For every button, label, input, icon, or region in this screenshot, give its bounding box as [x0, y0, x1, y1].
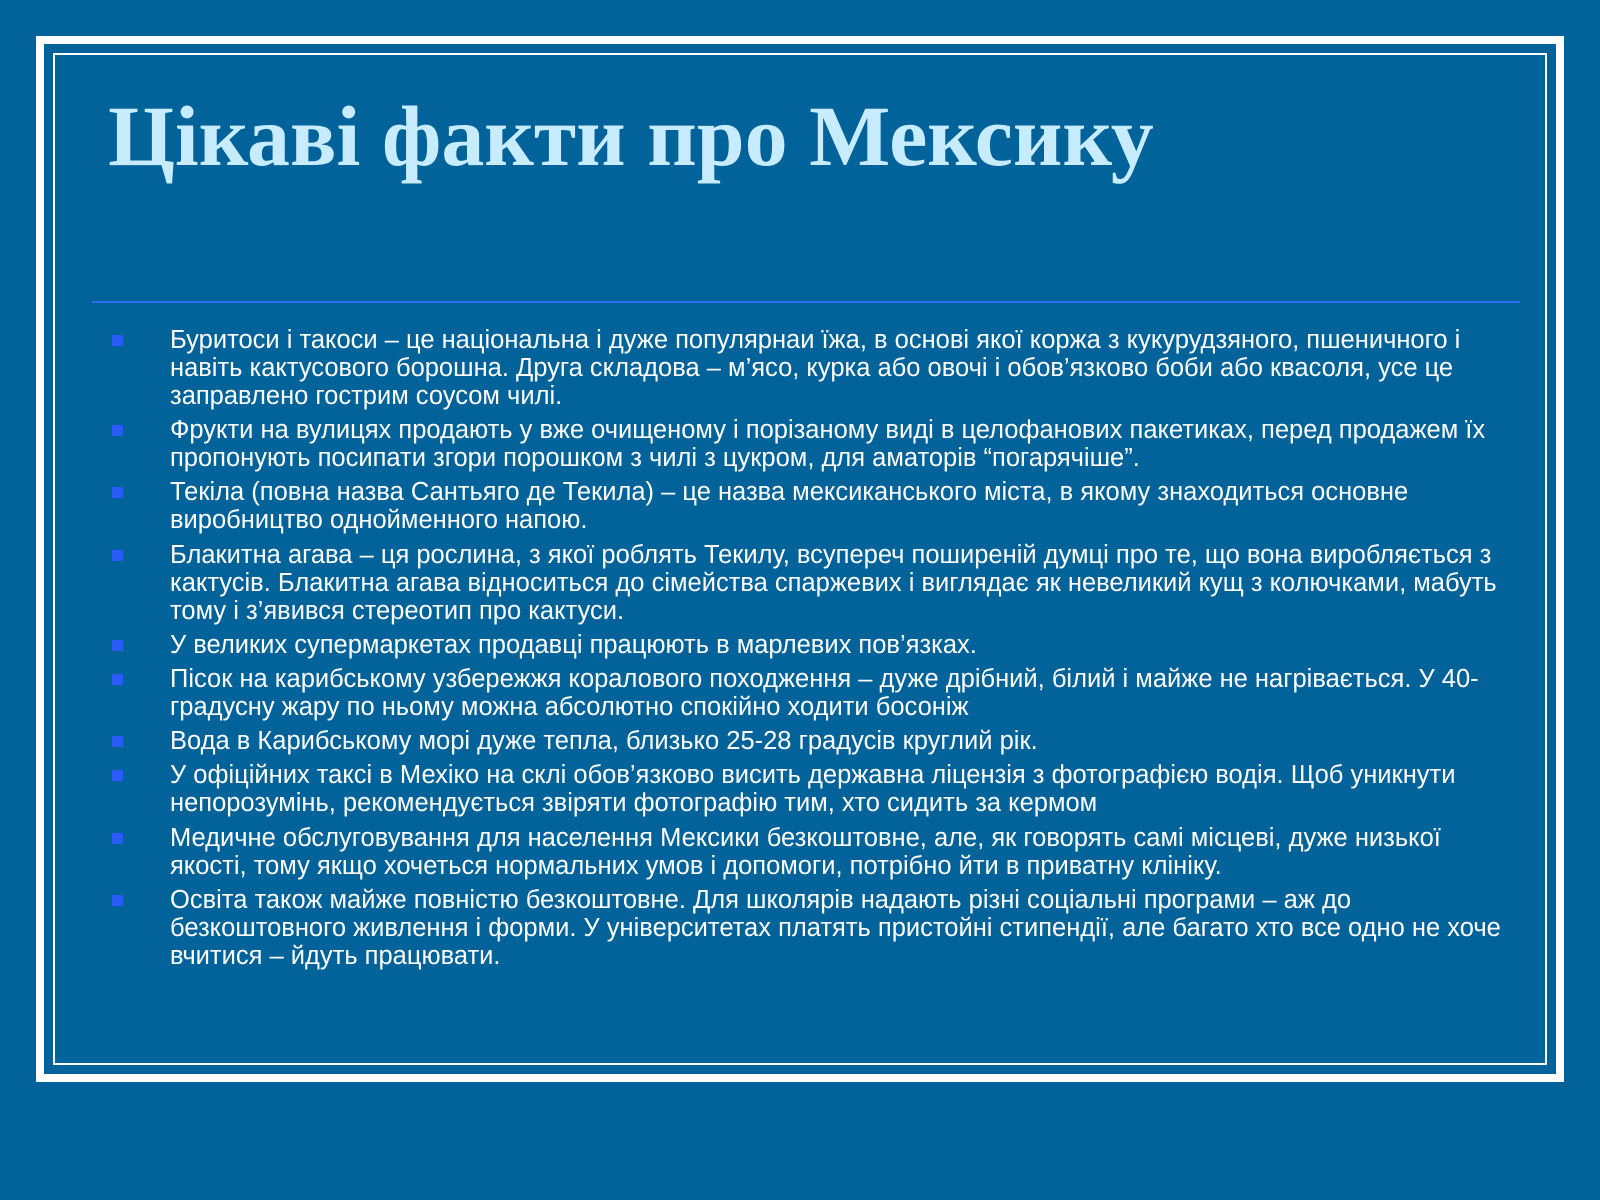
square-bullet-icon	[112, 550, 123, 561]
list-item-text: Буритоси і такоси – це національна і дуже популярнаи їжа, в основі якої коржа з кукурудзяного, пшеничного і навіть кактусового борошна. Друга складова – м’ясо, курка або овочі і обов’язково боби або квасоля, усе це заправлено гострим соусом чилі.	[170, 326, 1461, 410]
title-divider	[92, 301, 1520, 303]
list-item	[110, 541, 1510, 625]
list-item-text: Блакитна агава – ця рослина, з якої роблять Текилу, всупереч поширеній думці про те, що вона виробляється з кактусів. Блакитна агава відноситься до сімейства спаржевих і виглядає як невеликий кущ з колючками, мабуть тому і з’явився стереотип про кактуси.	[170, 540, 1497, 625]
list-item-text: У офіційних таксі в Мехіко на склі обов’язково висить державна ліцензія з фотографією водія. Щоб уникнути непорозумінь, рекомендується звіряти фотографію тим, хто сидить за кермом	[170, 761, 1456, 818]
list-item-text: Медичне обслуговування для населення Мексики безкоштовне, але, як говорять самі місцеві, дуже низької якості, тому якщо хочеться нормальних умов і допомоги, потрібно йти в приватну клініку.	[170, 823, 1441, 880]
list-item-text: Освіта також майже повністю безкоштовне. Для школярів надають різні соціальні програми – аж до безкоштовного живлення і форми. У університетах платять пристойні стипендії, але багато хто все одно не хоче вчитися – йдуть працювати.	[170, 885, 1501, 970]
square-bullet-icon	[112, 736, 123, 747]
square-bullet-icon	[112, 487, 123, 498]
square-bullet-icon	[112, 895, 123, 906]
list-item	[110, 478, 1510, 534]
list-item	[110, 416, 1510, 472]
square-bullet-icon	[112, 425, 123, 436]
list-item-text: У великих супермаркетах продавці працюють в марлевих пов’язках.	[170, 630, 977, 659]
square-bullet-icon	[112, 770, 123, 781]
square-bullet-icon	[112, 640, 123, 651]
list-item	[110, 727, 1510, 755]
list-item-text: Текіла (повна назва Сантьяго де Текила) – це назва мексиканського міста, в якому знаходиться основне виробництво однойменного напою.	[170, 478, 1409, 535]
list-item	[110, 631, 1510, 659]
list-item-text: Фрукти на вулицях продають у вже очищеному і порізаному виді в целофанових пакетиках, перед продажем їх пропонують посипати згори порошком з чилі з цукром, для аматорів “погарячіше”.	[170, 416, 1486, 473]
fact-list	[110, 326, 1510, 976]
square-bullet-icon	[112, 674, 123, 685]
list-item	[110, 824, 1510, 880]
slide-title: Цікаві факти про Мексику	[108, 88, 1154, 184]
list-item-text: Пісок на карибському узбережжя коралового походження – дуже дрібний, білий і майже не нагрівається. У 40-градусну жару по ньому можна абсолютно спокійно ходити босоніж	[170, 664, 1479, 721]
list-item	[110, 665, 1510, 721]
square-bullet-icon	[112, 833, 123, 844]
list-item	[110, 886, 1510, 970]
list-item	[110, 326, 1510, 410]
list-item-text: Вода в Карибському морі дуже тепла, близько 25-28 градусів круглий рік.	[170, 727, 1038, 756]
square-bullet-icon	[112, 335, 123, 346]
list-item	[110, 761, 1510, 817]
